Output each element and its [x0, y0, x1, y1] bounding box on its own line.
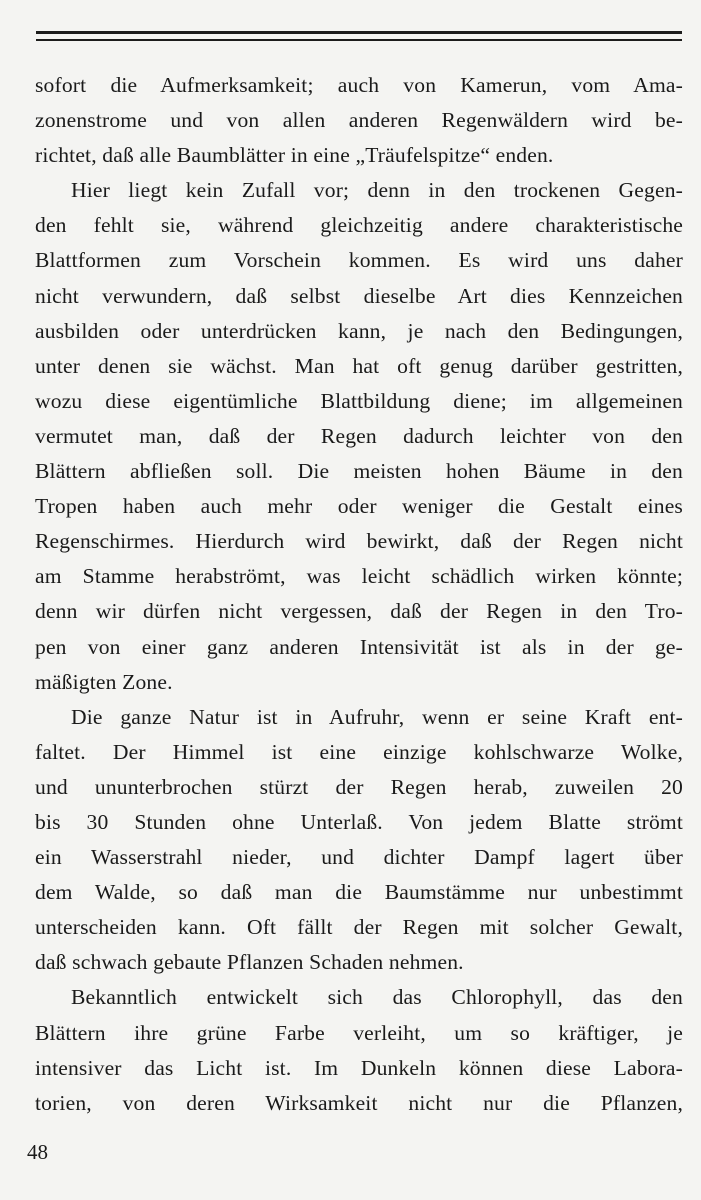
text-line: Blättern ihre grüne Farbe verleiht, um so kräftiger, je — [35, 1020, 683, 1045]
text-line: Tropen haben auch mehr oder weniger die Gestalt eines — [35, 494, 683, 519]
text-line: mäßigten Zone. — [35, 669, 173, 694]
text-line: intensiver das Licht ist. Im Dunkeln können diese Labora- — [35, 1055, 683, 1080]
header-rule-thin — [36, 39, 682, 41]
text-line: sofort die Aufmerksamkeit; auch von Kamerun, vom Ama- — [35, 73, 683, 97]
text-line: dem Walde, so daß man die Baumstämme nur unbestimmt — [35, 880, 683, 905]
text-line: am Stamme herabströmt, was leicht schädlich wirken könnte; — [35, 564, 683, 589]
body-text — [35, 68, 683, 1121]
text-line: pen von einer ganz anderen Intensivität ist als in der ge- — [35, 634, 683, 659]
text-line: unter denen sie wächst. Man hat oft genug darüber gestritten, — [35, 353, 683, 378]
page-number: 48 — [27, 1140, 48, 1164]
text-line: bis 30 Stunden ohne Unterlaß. Von jedem Blatte strömt — [35, 809, 683, 834]
text-line: Blättern abfließen soll. Die meisten hohen Bäume in den — [35, 459, 683, 484]
text-line: Bekanntlich entwickelt sich das Chlorophyll, das den — [71, 985, 683, 1010]
text-line: unterscheiden kann. Oft fällt der Regen mit solcher Gewalt, — [35, 915, 683, 940]
header-rule-thick — [36, 31, 682, 34]
text-line: Die ganze Natur ist in Aufruhr, wenn er seine Kraft ent- — [71, 704, 683, 729]
text-line: zonenstrome und von allen anderen Regenwäldern wird be- — [35, 108, 683, 133]
text-line: torien, von deren Wirksamkeit nicht nur die Pflanzen, — [35, 1090, 683, 1115]
text-line: daß schwach gebaute Pflanzen Schaden nehmen. — [35, 950, 464, 975]
text-line: und ununterbrochen stürzt der Regen herab, zuweilen 20 — [35, 774, 683, 799]
text-line: denn wir dürfen nicht vergessen, daß der Regen in den Tro- — [35, 599, 683, 624]
text-line: richtet, daß alle Baumblätter in eine „Träufelspitze“ enden. — [35, 143, 554, 168]
text-line: ein Wasserstrahl nieder, und dichter Dampf lagert über — [35, 845, 683, 870]
text-line: ausbilden oder unterdrücken kann, je nach den Bedingungen, — [35, 318, 683, 343]
text-line: faltet. Der Himmel ist eine einzige kohlschwarze Wolke, — [35, 739, 683, 764]
text-line: vermutet man, daß der Regen dadurch leichter von den — [35, 423, 683, 448]
text-line: Hier liegt kein Zufall vor; denn in den trockenen Gegen- — [71, 178, 683, 203]
text-line: den fehlt sie, während gleichzeitig andere charakteristische — [35, 213, 683, 238]
text-line: Blattformen zum Vorschein kommen. Es wird uns daher — [35, 248, 683, 273]
text-line: wozu diese eigentümliche Blattbildung diene; im allgemeinen — [35, 388, 683, 413]
text-line: Regenschirmes. Hierdurch wird bewirkt, daß der Regen nicht — [35, 529, 683, 554]
text-line: nicht verwundern, daß selbst dieselbe Art dies Kennzeichen — [35, 283, 683, 308]
